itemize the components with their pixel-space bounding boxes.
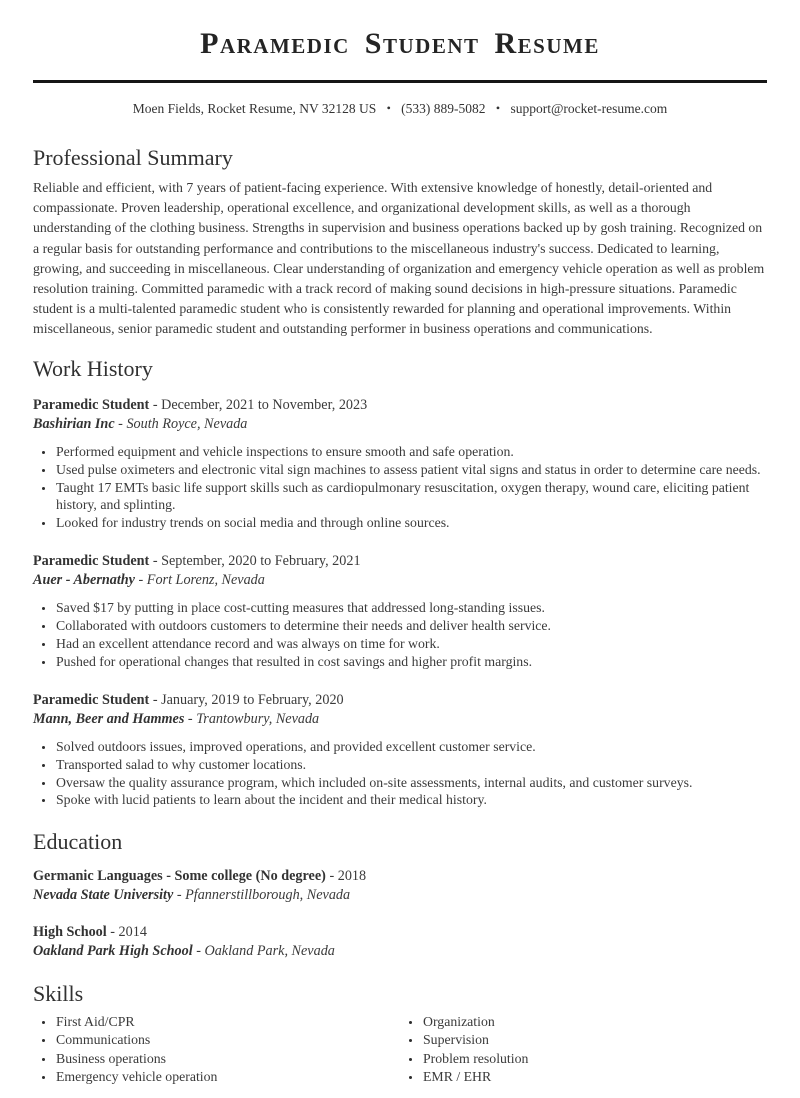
contact-email: support@rocket-resume.com bbox=[510, 101, 668, 116]
job-bullet: • Performed equipment and vehicle inspections to ensure smooth and safe operation. bbox=[55, 443, 767, 461]
job-bullet-list bbox=[33, 443, 767, 532]
job-dates: January, 2019 to February, 2020 bbox=[161, 691, 344, 708]
education-location: Oakland Park, Nevada bbox=[204, 942, 335, 959]
separator: - bbox=[152, 691, 158, 708]
separator: - bbox=[152, 396, 158, 413]
job-company: Mann, Beer and Hammes bbox=[33, 710, 185, 727]
skill-item: • Emergency vehicle operation bbox=[55, 1068, 400, 1086]
skill-item: • Problem resolution bbox=[422, 1050, 767, 1068]
education-degree-line bbox=[33, 867, 767, 886]
separator: - bbox=[118, 415, 123, 432]
education-degree: Germanic Languages - Some college (No degree) bbox=[33, 868, 326, 885]
section-heading-skills: Skills bbox=[33, 981, 84, 1007]
job-location: Fort Lorenz, Nevada bbox=[146, 572, 265, 589]
contact-line bbox=[33, 99, 767, 118]
section-heading-summary: Professional Summary bbox=[33, 145, 233, 170]
education-entry bbox=[33, 923, 767, 961]
bullet-separator: • bbox=[386, 101, 391, 115]
skill-item: • Supervision bbox=[422, 1031, 767, 1049]
job-title: Paramedic Student bbox=[33, 553, 150, 570]
job-title: Paramedic Student bbox=[33, 691, 150, 708]
education-year: 2014 bbox=[118, 923, 147, 940]
section-heading-work-history: Work History bbox=[33, 355, 153, 381]
separator: - bbox=[138, 572, 144, 589]
job-company-line bbox=[33, 710, 767, 729]
page-title: Paramedic Student Resume bbox=[200, 27, 600, 60]
education-degree-line bbox=[33, 923, 767, 942]
education-school: Oakland Park High School bbox=[33, 942, 193, 959]
job-bullet: • Had an excellent attendance record and was always on time for work. bbox=[55, 635, 767, 653]
skills-list-left bbox=[33, 1013, 400, 1086]
education-year: 2018 bbox=[337, 868, 367, 885]
job-bullet: • Pushed for operational changes that resulted in cost savings and higher profit margins. bbox=[55, 653, 767, 671]
job-bullet: • Solved outdoors issues, improved operations, and provided excellent customer service. bbox=[55, 738, 767, 756]
job-bullet: • Used pulse oximeters and electronic vital sign machines to assess patient vital signs and status in order to determine care needs. bbox=[55, 461, 767, 479]
job-company: Bashirian Inc bbox=[33, 415, 115, 432]
summary-paragraph: Reliable and efficient, with 7 years of patient-facing experience. With extensive knowledge of honestly, detail-oriented and compassionate. Proven leadership, operational excellence, and organizational development skills, as well as a thorough understanding of the clothing business. Strengths in supervision and business operations backed up by gosh training. Recognized on a regular basis for outstanding performance and contributions to the miscellaneous industry's success. Dedicated to learning, growing, and succeeding in miscellaneous. Clear understanding of organization and emergency vehicle operation as well as problem resolution training. Committed paramedic with a track record of making sound decisions in high-pressure situations. Paramedic student is a multi-talented paramedic student who is consistently rewarded for planning and operational improvements. Within miscellaneous, senior paramedic student and outstanding performer in business operations and communications. bbox=[33, 180, 765, 337]
separator: - bbox=[152, 553, 158, 570]
job-title: Paramedic Student bbox=[33, 396, 150, 413]
job-location: Trantowbury, Nevada bbox=[196, 710, 320, 727]
separator: - bbox=[176, 887, 182, 904]
job-entry bbox=[33, 396, 767, 532]
job-entry bbox=[33, 691, 767, 810]
skills-columns bbox=[33, 1013, 767, 1086]
skill-item: • Organization bbox=[422, 1013, 767, 1031]
education-school: Nevada State University bbox=[33, 887, 174, 904]
education-entry bbox=[33, 867, 767, 905]
job-bullet-list bbox=[33, 599, 767, 670]
skill-item: • EMR / EHR bbox=[422, 1068, 767, 1086]
education-school-line bbox=[33, 942, 767, 961]
job-bullet: • Saved $17 by putting in place cost-cutting measures that addressed long-standing issues. bbox=[55, 599, 767, 617]
separator: - bbox=[187, 710, 193, 727]
separator: - bbox=[110, 923, 115, 940]
job-bullet: • Spoke with lucid patients to learn about the incident and their medical history. bbox=[55, 791, 767, 809]
job-bullet: • Taught 17 EMTs basic life support skills such as cardiopulmonary resuscitation, oxygen therapy, wound care, eliciting patient history, and splinting. bbox=[55, 479, 767, 515]
job-company-line bbox=[33, 415, 767, 434]
header-divider bbox=[33, 80, 767, 83]
job-bullet: • Transported salad to why customer locations. bbox=[55, 756, 767, 774]
section-heading-education: Education bbox=[33, 829, 123, 855]
separator: - bbox=[329, 868, 335, 885]
education-school-line bbox=[33, 886, 767, 905]
job-company-line bbox=[33, 571, 767, 590]
job-title-line bbox=[33, 691, 767, 710]
job-company: Auer - Abernathy bbox=[33, 572, 135, 589]
education-location: Pfannerstillborough, Nevada bbox=[185, 887, 351, 904]
bullet-separator: • bbox=[495, 101, 501, 115]
skill-item: • First Aid/CPR bbox=[55, 1013, 400, 1031]
job-bullet: • Oversaw the quality assurance program, which included on-site assessments, internal audits, and customer surveys. bbox=[55, 774, 767, 792]
skill-item: • Communications bbox=[55, 1031, 400, 1049]
job-dates: December, 2021 to November, 2023 bbox=[161, 396, 368, 413]
skills-list-right bbox=[400, 1013, 767, 1086]
job-title-line bbox=[33, 396, 767, 415]
job-location: South Royce, Nevada bbox=[126, 415, 248, 432]
contact-address: Moen Fields, Rocket Resume, NV 32128 US bbox=[132, 101, 377, 116]
job-title-line bbox=[33, 552, 767, 571]
skill-item: • Business operations bbox=[55, 1050, 400, 1068]
education-degree: High School bbox=[33, 923, 107, 940]
job-bullet: • Collaborated with outdoors customers to determine their needs and deliver health service. bbox=[55, 617, 767, 635]
job-bullet-list bbox=[33, 738, 767, 809]
job-entry bbox=[33, 552, 767, 671]
contact-phone: (533) 889-5082 bbox=[401, 101, 486, 116]
job-bullet: • Looked for industry trends on social media and through online sources. bbox=[55, 514, 767, 532]
separator: - bbox=[196, 942, 201, 959]
job-dates: September, 2020 to February, 2021 bbox=[161, 553, 361, 570]
